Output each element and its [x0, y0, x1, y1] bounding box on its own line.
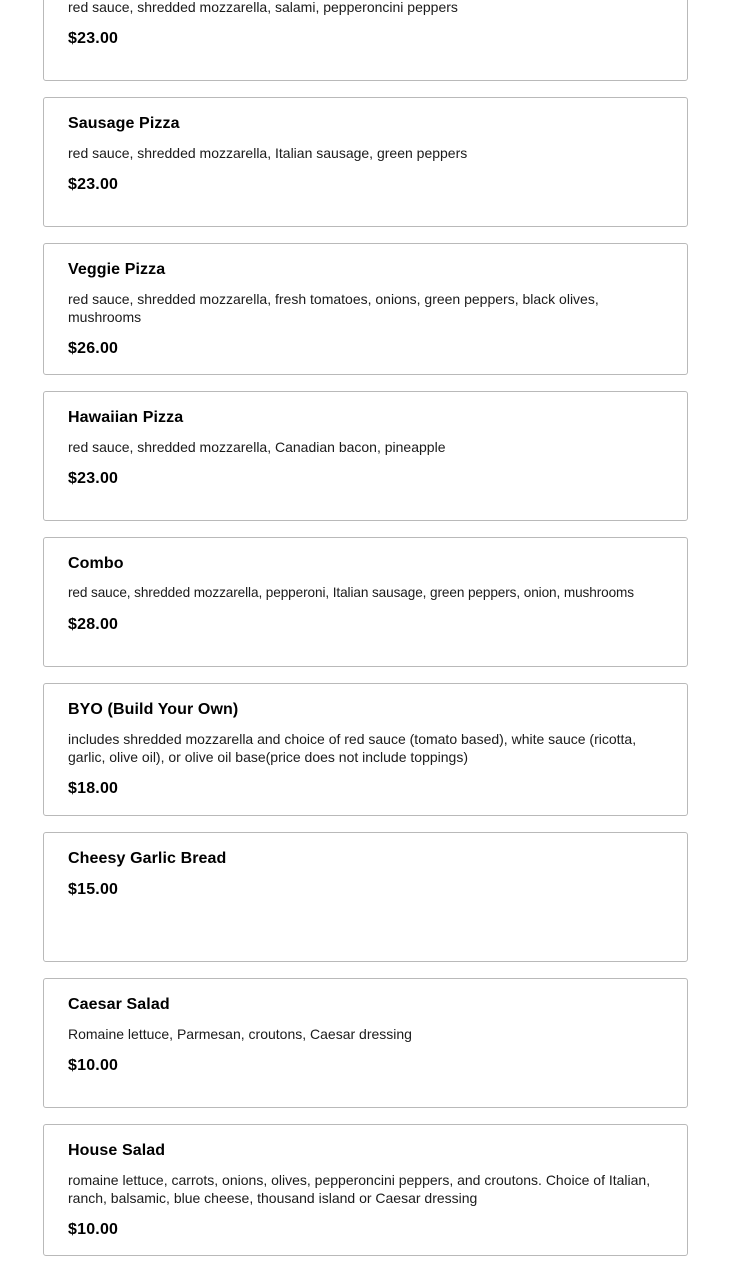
menu-item-price: $10.00 [68, 1221, 119, 1238]
menu-item-price: $26.00 [68, 340, 119, 357]
menu-list [43, 0, 688, 1272]
menu-item-card[interactable] [43, 391, 688, 521]
menu-item-description: romaine lettuce, carrots, onions, olives, pepperoncini peppers, and croutons. Choice of Italian, ranch, balsamic, blue cheese, thousand island or Caesar dressing [68, 1172, 651, 1206]
menu-item-price: $15.00 [68, 881, 119, 898]
menu-item-description: includes shredded mozzarella and choice of red sauce (tomato based), white sauce (ricotta, garlic, olive oil), or olive oil base(price does not include toppings) [68, 731, 637, 765]
menu-item-name: BYO (Build Your Own) [68, 701, 239, 718]
menu-item-price: $23.00 [68, 470, 119, 487]
menu-item-card[interactable] [43, 0, 688, 81]
menu-item-card[interactable] [43, 243, 688, 375]
menu-item-description: red sauce, shredded mozzarella, salami, pepperoncini peppers [68, 0, 458, 15]
menu-item-name: Combo [68, 555, 124, 572]
menu-item-name: Hawaiian Pizza [68, 409, 184, 426]
menu-item-price: $18.00 [68, 780, 119, 797]
menu-item-card[interactable] [43, 537, 688, 667]
menu-item-price: $28.00 [68, 616, 119, 633]
menu-item-price: $23.00 [68, 176, 119, 193]
menu-item-name: Cheesy Garlic Bread [68, 850, 227, 867]
menu-item-name: Veggie Pizza [68, 261, 166, 278]
menu-item-card[interactable] [43, 1124, 688, 1256]
menu-item-price: $10.00 [68, 1057, 119, 1074]
menu-item-description: red sauce, shredded mozzarella, Italian sausage, green peppers [68, 145, 468, 161]
menu-item-card[interactable] [43, 97, 688, 227]
menu-item-card[interactable] [43, 978, 688, 1108]
menu-item-name: Sausage Pizza [68, 115, 180, 132]
menu-item-card[interactable] [43, 683, 688, 816]
menu-item-description: red sauce, shredded mozzarella, pepperoni, Italian sausage, green peppers, onion, mushrooms [68, 585, 634, 600]
menu-item-description: Romaine lettuce, Parmesan, croutons, Caesar dressing [68, 1026, 412, 1042]
menu-item-description: red sauce, shredded mozzarella, fresh tomatoes, onions, green peppers, black olives, mushrooms [68, 291, 599, 325]
menu-item-price: $23.00 [68, 30, 119, 47]
menu-item-name: House Salad [68, 1142, 166, 1159]
menu-item-name: Caesar Salad [68, 996, 170, 1013]
menu-item-description: red sauce, shredded mozzarella, Canadian bacon, pineapple [68, 439, 446, 455]
menu-item-card[interactable] [43, 832, 688, 962]
